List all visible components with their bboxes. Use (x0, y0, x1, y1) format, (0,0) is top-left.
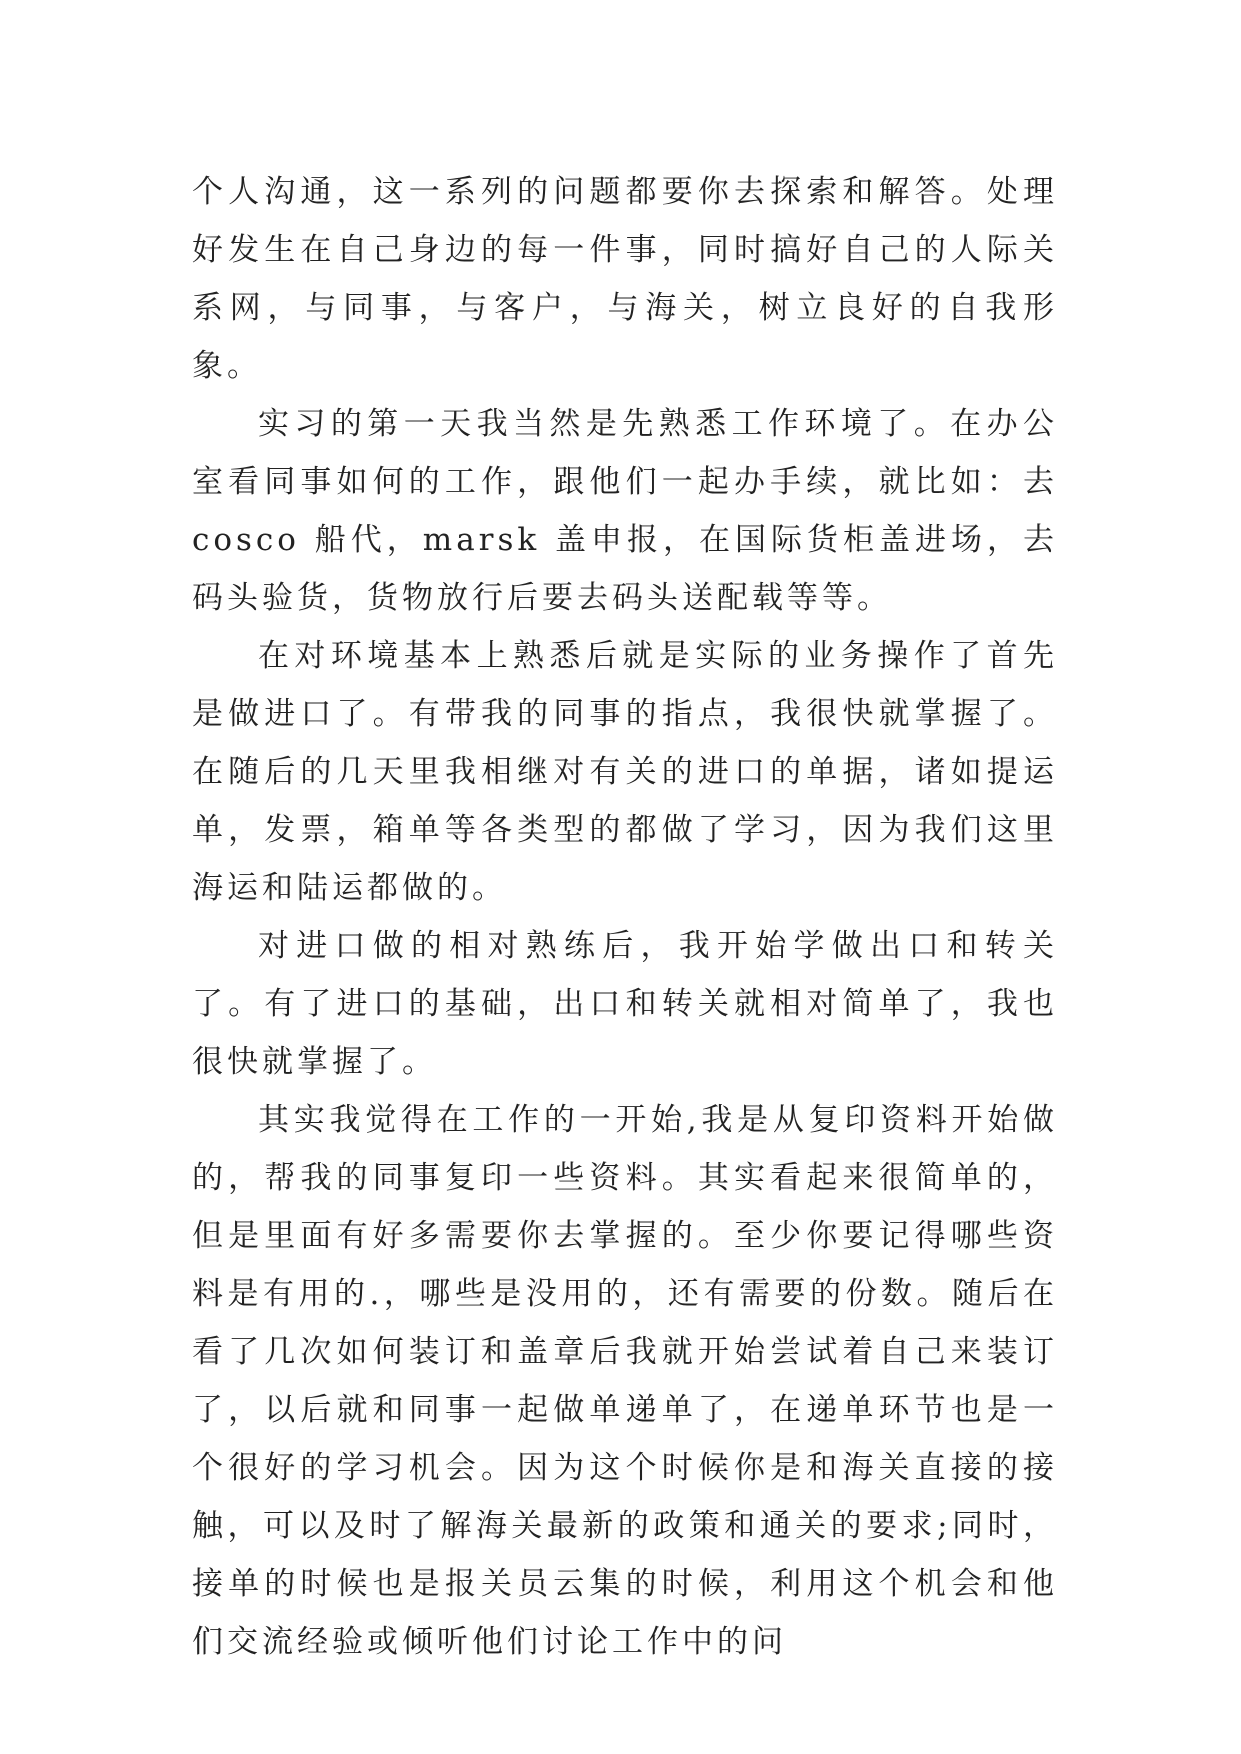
paragraph-1: 个人沟通，这一系列的问题都要你去探索和解答。处理好发生在自己身边的每一件事，同时搞好自己的人际关系网，与同事，与客户，与海关，树立良好的自我形象。 (192, 174, 1058, 384)
paragraph-4: 对进口做的相对熟练后，我开始学做出口和转关了。有了进口的基础，出口和转关就相对简单了，我也很快就掌握了。 (192, 928, 1058, 1080)
body-text (192, 163, 1058, 1671)
paragraph-5: 其实我觉得在工作的一开始,我是从复印资料开始做的，帮我的同事复印一些资料。其实看起来很简单的，但是里面有好多需要你去掌握的。至少你要记得哪些资料是有用的.，哪些是没用的，还有需要的份数。随后在看了几次如何装订和盖章后我就开始尝试着自己来装订了，以后就和同事一起做单递单了，在递单环节也是一个很好的学习机会。因为这个时候你是和海关直接的接触，可以及时了解海关最新的政策和通关的要求;同时，接单的时候也是报关员云集的时候，利用这个机会和他们交流经验或倾听他们讨论工作中的问 (192, 1102, 1058, 1660)
paragraph-2: 实习的第一天我当然是先熟悉工作环境了。在办公室看同事如何的工作，跟他们一起办手续，就比如：去 cosco 船代，marsk 盖申报，在国际货柜盖进场，去码头验货，货物放行后要去码头送配载等等。 (192, 406, 1058, 616)
paragraph-3: 在对环境基本上熟悉后就是实际的业务操作了首先是做进口了。有带我的同事的指点，我很快就掌握了。在随后的几天里我相继对有关的进口的单据，诸如提运单，发票，箱单等各类型的都做了学习，因为我们这里海运和陆运都做的。 (192, 638, 1058, 906)
